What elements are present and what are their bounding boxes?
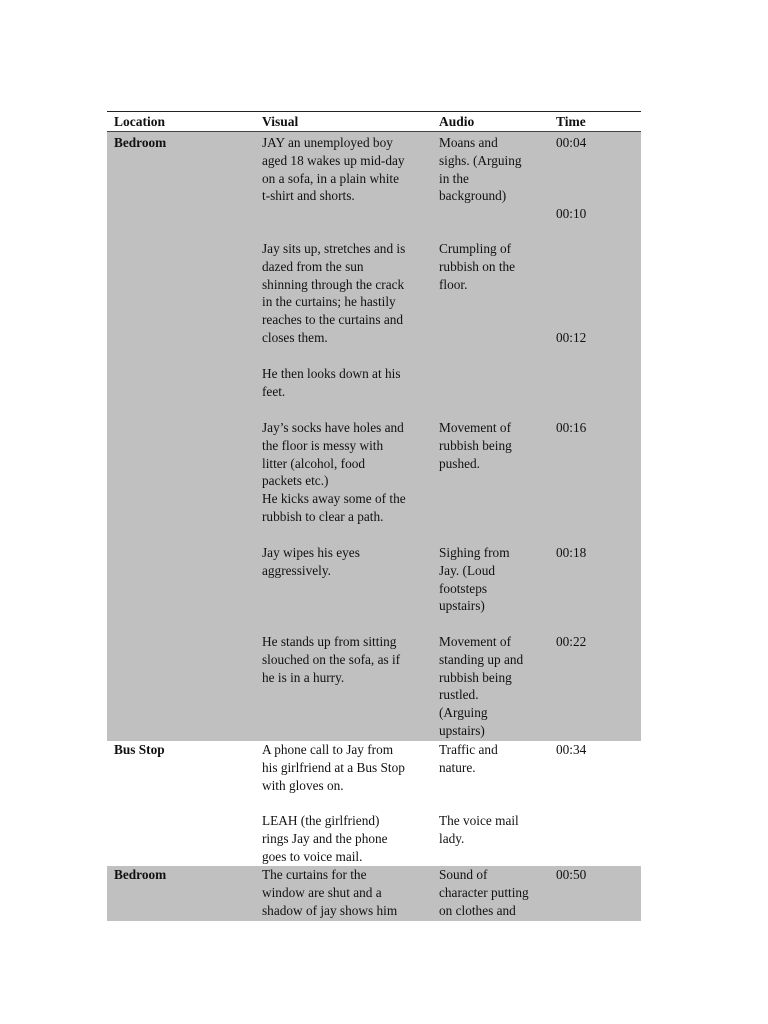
visual-cell: He stands up from sitting slouched on the sofa, as if he is in a hurry. — [262, 634, 401, 685]
time-cell: 00:18 — [556, 545, 587, 560]
header-audio: Audio — [439, 114, 475, 129]
audio-cell: Sighing from Jay. (Loud footsteps upstairs) — [439, 545, 510, 614]
visual-cell: The curtains for the window are shut and a shadow of jay shows him — [262, 867, 398, 918]
time-cell: 00:10 — [556, 206, 587, 221]
location-cell: Bedroom — [114, 867, 167, 882]
time-cell: 00:12 — [556, 330, 587, 345]
script-table — [107, 111, 641, 921]
table-row-bus-stop — [107, 741, 641, 866]
visual-cell: JAY an unemployed boy aged 18 wakes up mid-day on a sofa, in a plain white t-shirt and shorts. — [262, 135, 405, 204]
visual-cell: A phone call to Jay from his girlfriend at a Bus Stop with gloves on. — [262, 742, 405, 793]
visual-cell: LEAH (the girlfriend) rings Jay and the phone goes to voice mail. — [262, 813, 388, 864]
time-cell: 00:16 — [556, 420, 587, 435]
table-row-bedroom-2 — [107, 866, 641, 921]
time-cell: 00:50 — [556, 867, 587, 882]
audio-cell: Moans and sighs. (Arguing in the background) — [439, 135, 522, 204]
audio-cell: The voice mail lady. — [439, 813, 519, 846]
visual-cell: Jay sits up, stretches and is dazed from the sun shinning through the crack in the curtains; he hastily reaches to the curtains and closes them. — [262, 241, 406, 345]
header-location: Location — [114, 114, 166, 129]
audio-cell: Traffic and nature. — [439, 742, 498, 775]
audio-cell: Movement of rubbish being pushed. — [439, 420, 512, 471]
time-cell: 00:22 — [556, 634, 587, 649]
audio-cell: Crumpling of rubbish on the floor. — [439, 241, 516, 292]
header-time: Time — [556, 114, 586, 129]
location-cell: Bedroom — [114, 135, 167, 150]
table-header — [107, 111, 641, 132]
location-cell: Bus Stop — [114, 742, 165, 757]
visual-cell: Jay wipes his eyes aggressively. — [262, 545, 360, 578]
audio-cell: Movement of standing up and rubbish being rustled. (Arguing upstairs) — [439, 634, 524, 738]
audio-cell: Sound of character putting on clothes and — [439, 867, 529, 918]
time-cell: 00:34 — [556, 742, 587, 757]
header-visual: Visual — [262, 114, 299, 129]
visual-cell: Jay’s socks have holes and the floor is messy with litter (alcohol, food packets etc.) He kicks away some of the rubbish to clear a path. — [262, 420, 406, 524]
table-row-bedroom — [107, 132, 641, 741]
visual-cell: He then looks down at his feet. — [262, 366, 401, 399]
time-cell: 00:04 — [556, 135, 587, 150]
